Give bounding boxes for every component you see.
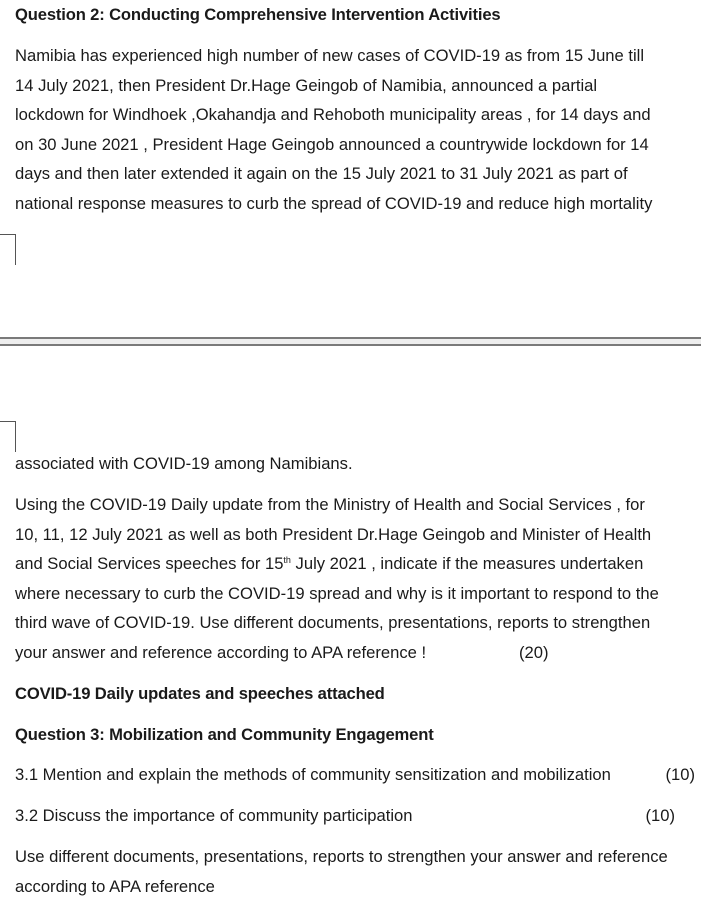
paragraph-line: on 30 June 2021 , President Hage Geingob announced a countrywide lockdown for 14	[15, 134, 649, 154]
paragraph-line: Use different documents, presentations, reports to strengthen your answer and reference	[15, 847, 668, 866]
question-3-heading: Question 3: Mobilization and Community Engagement	[15, 725, 434, 744]
paragraph-line: national response measures to curb the spread of COVID-19 and reduce high mortality	[15, 193, 653, 213]
question-text: 3.2 Discuss the importance of community participation	[15, 806, 413, 825]
page-margin-corner-mark	[0, 421, 16, 452]
attachments-note: COVID-19 Daily updates and speeches attached	[15, 684, 385, 703]
paragraph-line: where necessary to curb the COVID-19 spread and why is it important to respond to the	[15, 583, 659, 603]
line-text: your answer and reference according to APA reference !	[15, 643, 427, 662]
continuation-line: associated with COVID-19 among Namibians.	[15, 454, 353, 473]
task-last-line	[15, 642, 695, 664]
question-2-heading: Question 2: Conducting Comprehensive Intervention Activities	[15, 5, 501, 24]
marks-label: (10)	[645, 806, 675, 825]
question-3-2	[15, 805, 695, 827]
closing-instruction	[15, 842, 668, 901]
line-text: and Social Services speeches for 15	[15, 554, 284, 574]
line-text: July 2021 , indicate if the measures undertaken	[290, 554, 644, 574]
marks-label: (20)	[519, 643, 549, 662]
paragraph-line	[15, 549, 659, 579]
paragraph-line: Using the COVID-19 Daily update from the Ministry of Health and Social Services , for	[15, 495, 645, 514]
question-2-paragraph	[15, 41, 652, 219]
question-text: 3.1 Mention and explain the methods of community sensitization and mobilization	[15, 765, 611, 784]
ordinal-suffix: th	[283, 555, 291, 566]
page-break-separator	[0, 337, 701, 346]
marks-label: (10)	[665, 765, 695, 784]
page-margin-corner-mark	[0, 234, 16, 265]
task-paragraph	[15, 490, 659, 638]
paragraph-line: days and then later extended it again on the 15 July 2021 to 31 July 2021 as part of	[15, 164, 628, 184]
paragraph-line: Namibia has experienced high number of new cases of COVID-19 as from 15 June till	[15, 46, 645, 65]
paragraph-line: lockdown for Windhoek ,Okahandja and Rehoboth municipality areas , for 14 days and	[15, 105, 651, 125]
paragraph-line: third wave of COVID-19. Use different documents, presentations, reports to strengthen	[15, 613, 651, 633]
paragraph-line: according to APA reference	[15, 876, 215, 896]
question-3-1	[15, 764, 695, 786]
paragraph-line: 10, 11, 12 July 2021 as well as both President Dr.Hage Geingob and Minister of Health	[15, 524, 652, 544]
paragraph-line: 14 July 2021, then President Dr.Hage Geingob of Namibia, announced a partial	[15, 75, 598, 95]
